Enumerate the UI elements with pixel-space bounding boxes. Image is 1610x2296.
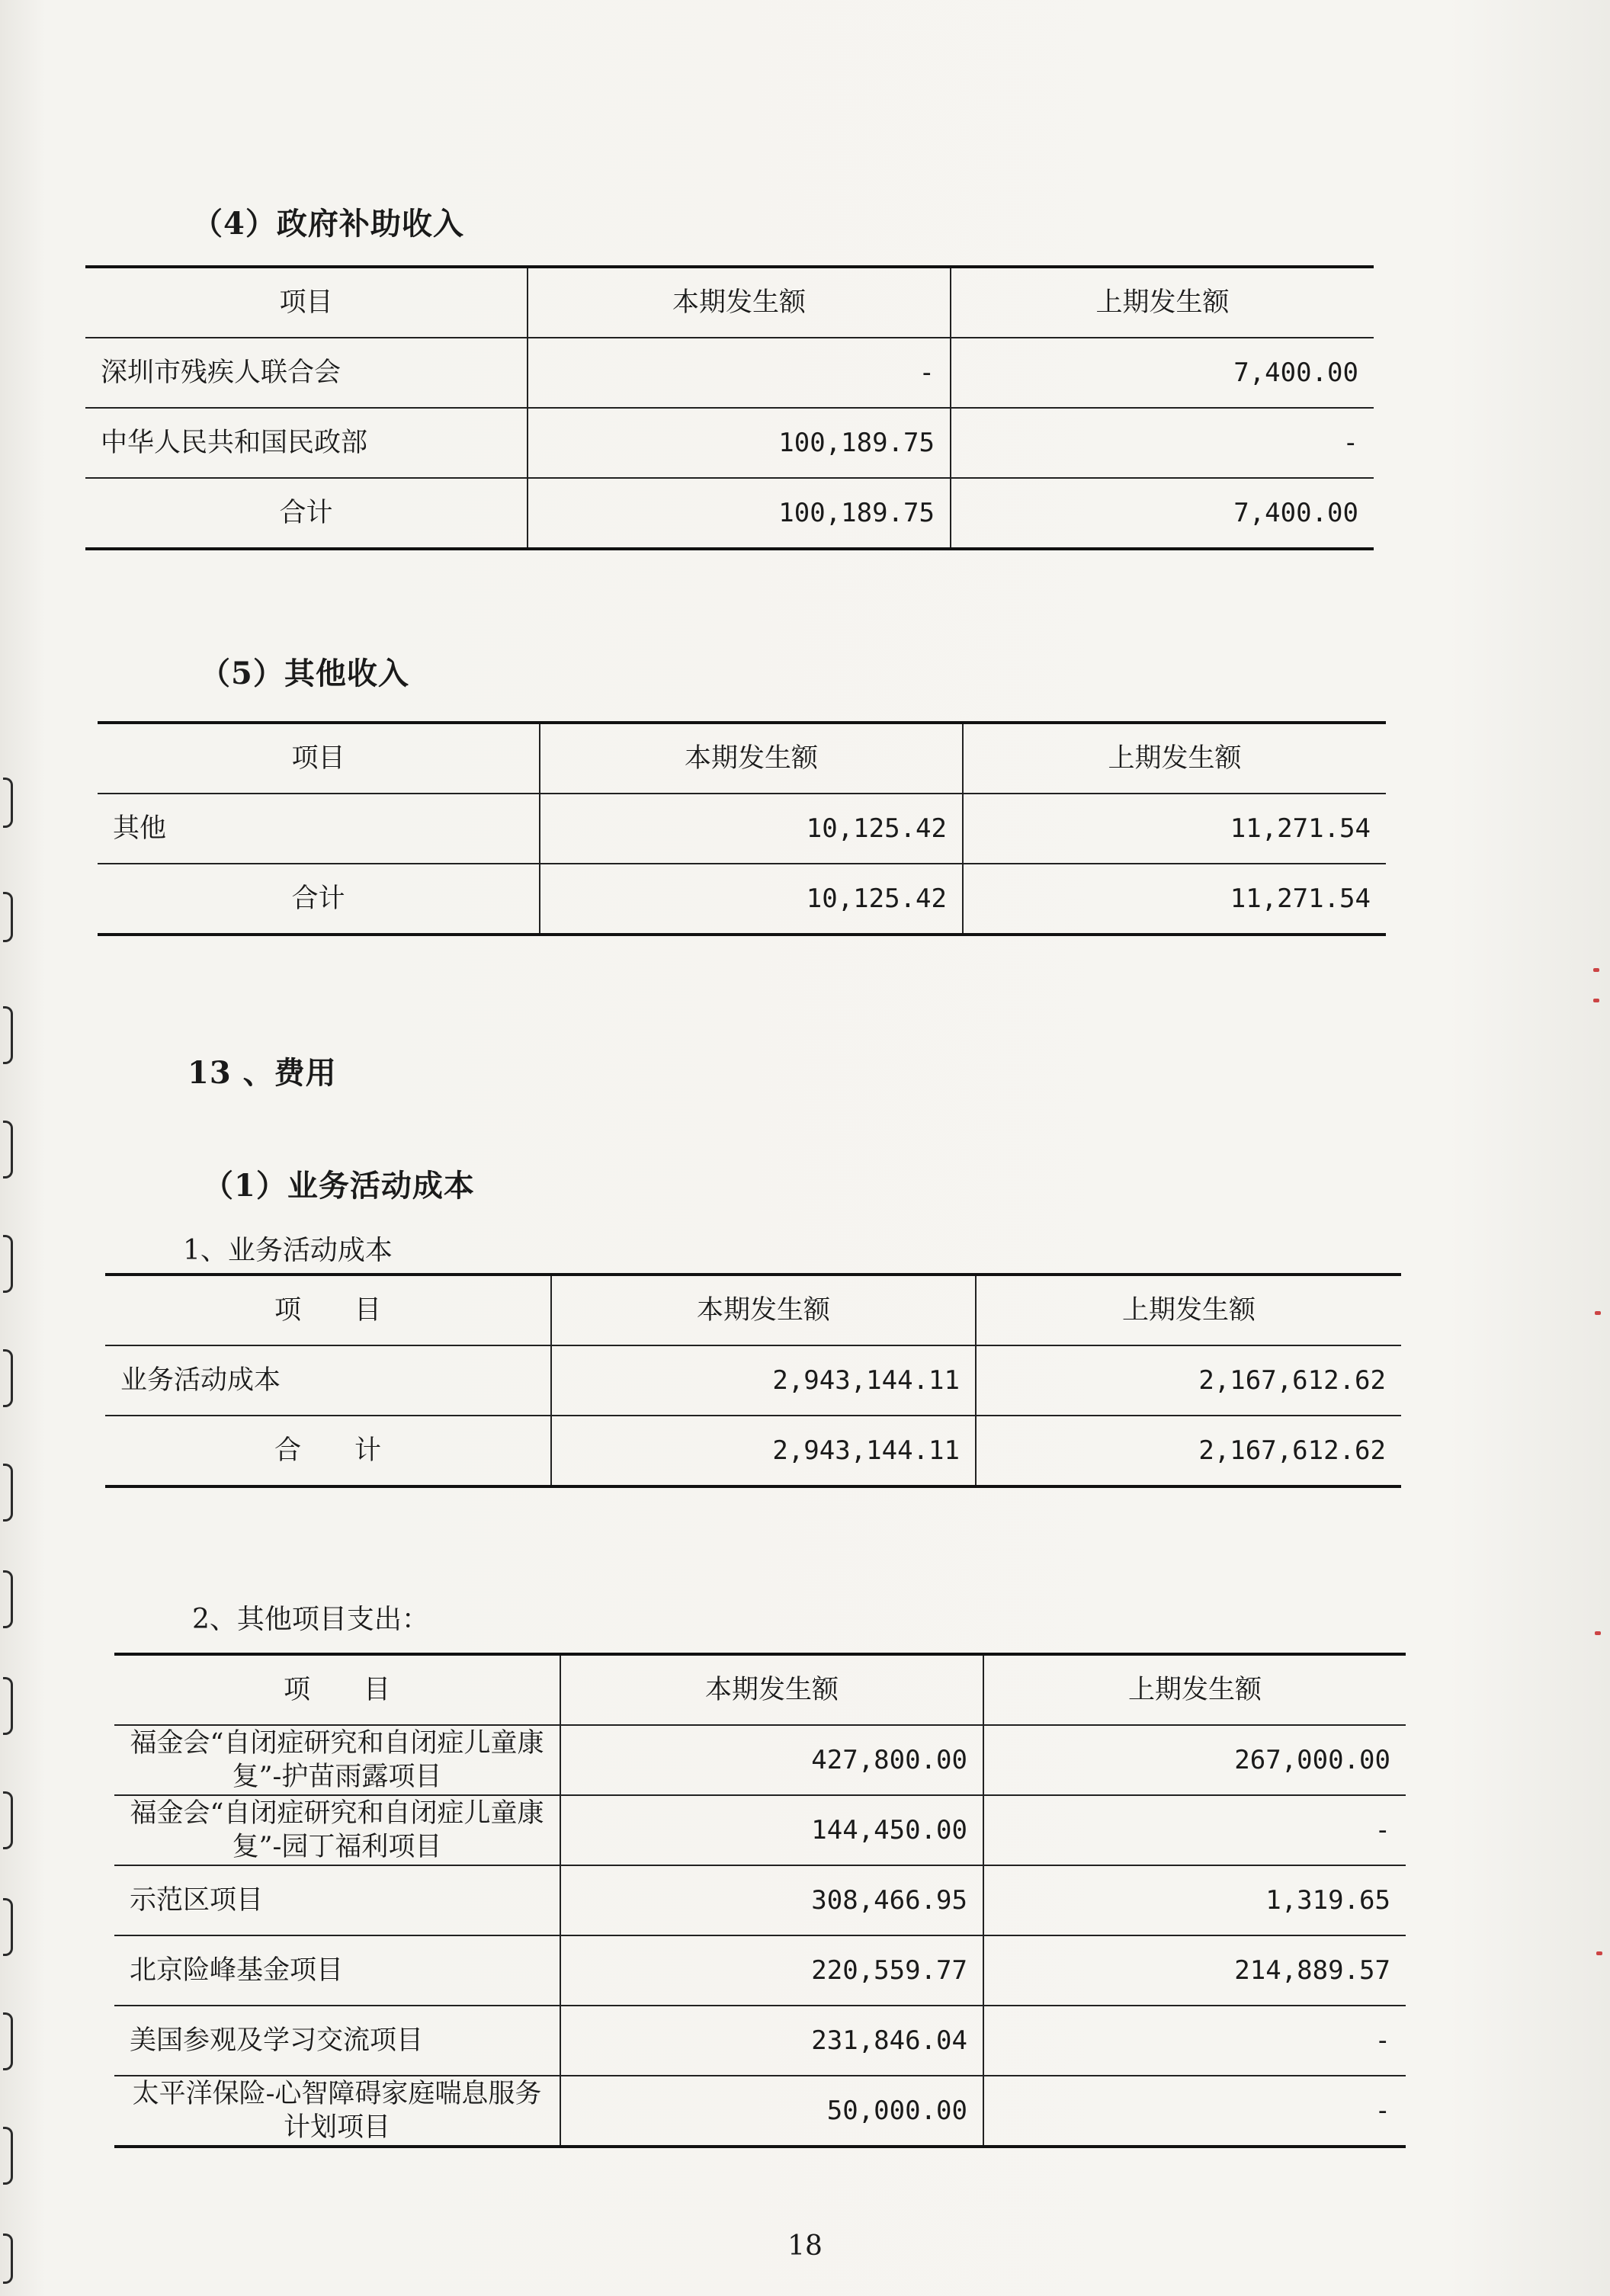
header-previous: 上期发生额 (976, 1275, 1401, 1345)
cell-current: 100,189.75 (528, 478, 951, 549)
header-previous: 上期发生额 (983, 1654, 1406, 1725)
table-row (114, 1935, 1406, 2006)
table-row (114, 2006, 1406, 2076)
cell-current: 10,125.42 (540, 794, 963, 864)
cell-item: 合计 (85, 478, 528, 549)
header-item: 项 目 (105, 1275, 551, 1345)
header-item: 项 目 (114, 1654, 560, 1725)
cell-previous: 2,167,612.62 (976, 1345, 1401, 1416)
header-previous: 上期发生额 (963, 723, 1386, 794)
section-title-gov-subsidy: （4）政府补助收入 (192, 206, 464, 242)
header-item: 项目 (98, 723, 540, 794)
cell-previous: 267,000.00 (983, 1725, 1406, 1795)
cell-previous: 11,271.54 (963, 864, 1386, 935)
header-current: 本期发生额 (560, 1654, 983, 1725)
table-row (114, 2076, 1406, 2147)
cell-previous: - (951, 408, 1374, 478)
table-row (105, 1345, 1401, 1416)
cell-previous: - (983, 2006, 1406, 2076)
cell-item: 北京险峰基金项目 (114, 1935, 560, 2006)
cell-item: 业务活动成本 (105, 1345, 551, 1416)
cell-current: 2,943,144.11 (551, 1345, 976, 1416)
cell-current: - (528, 338, 951, 408)
cell-previous: 7,400.00 (951, 478, 1374, 549)
table-total-row (105, 1416, 1401, 1486)
cell-current: 100,189.75 (528, 408, 951, 478)
cell-previous: 214,889.57 (983, 1935, 1406, 2006)
table-row (114, 1795, 1406, 1865)
subtitle-other-projects: 2、其他项目支出： (192, 1604, 429, 1635)
cell-item: 合 计 (105, 1416, 551, 1486)
cell-current: 2,943,144.11 (551, 1416, 976, 1486)
table-header-row (114, 1654, 1406, 1725)
subtitle-business-cost: 1、业务活动成本 (183, 1235, 393, 1266)
cell-item: 其他 (98, 794, 540, 864)
table-header-row (105, 1275, 1401, 1345)
cell-current: 144,450.00 (560, 1795, 983, 1865)
cell-current: 50,000.00 (560, 2076, 983, 2147)
cell-previous: 11,271.54 (963, 794, 1386, 864)
cell-previous: 1,319.65 (983, 1865, 1406, 1935)
table-row (85, 408, 1374, 478)
table-row (85, 338, 1374, 408)
table-header-row (98, 723, 1386, 794)
table-total-row (98, 864, 1386, 935)
cell-item: 福金会“自闭症研究和自闭症儿童康复”-护苗雨露项目 (114, 1725, 560, 1795)
cell-current: 231,846.04 (560, 2006, 983, 2076)
header-current: 本期发生额 (551, 1275, 976, 1345)
header-current: 本期发生额 (528, 267, 951, 338)
header-previous: 上期发生额 (951, 267, 1374, 338)
cell-item: 福金会“自闭症研究和自闭症儿童康复”-园丁福利项目 (114, 1795, 560, 1865)
section-title-expenses: 13 、费用 (188, 1055, 337, 1091)
other-income-table (98, 721, 1386, 936)
table-header-row (85, 267, 1374, 338)
cell-item: 合计 (98, 864, 540, 935)
other-projects-table (114, 1653, 1406, 2148)
cell-current: 10,125.42 (540, 864, 963, 935)
table-row (114, 1725, 1406, 1795)
cell-item: 中华人民共和国民政部 (85, 408, 528, 478)
cell-current: 427,800.00 (560, 1725, 983, 1795)
section-title-business-cost: （1）业务活动成本 (203, 1168, 475, 1204)
section-title-other-income: （5）其他收入 (200, 656, 409, 691)
gov-subsidy-table (85, 265, 1374, 550)
table-row (114, 1865, 1406, 1935)
cell-item: 示范区项目 (114, 1865, 560, 1935)
cell-previous: 7,400.00 (951, 338, 1374, 408)
table-row (98, 794, 1386, 864)
cell-item: 深圳市残疾人联合会 (85, 338, 528, 408)
business-cost-table (105, 1273, 1401, 1488)
cell-item: 美国参观及学习交流项目 (114, 2006, 560, 2076)
cell-item: 太平洋保险-心智障碍家庭喘息服务计划项目 (114, 2076, 560, 2147)
cell-current: 308,466.95 (560, 1865, 983, 1935)
table-total-row (85, 478, 1374, 549)
cell-previous: - (983, 1795, 1406, 1865)
page-number: 18 (787, 2230, 823, 2262)
header-current: 本期发生额 (540, 723, 963, 794)
cell-current: 220,559.77 (560, 1935, 983, 2006)
cell-previous: 2,167,612.62 (976, 1416, 1401, 1486)
header-item: 项目 (85, 267, 528, 338)
cell-previous: - (983, 2076, 1406, 2147)
spiral-binding (0, 0, 23, 2296)
